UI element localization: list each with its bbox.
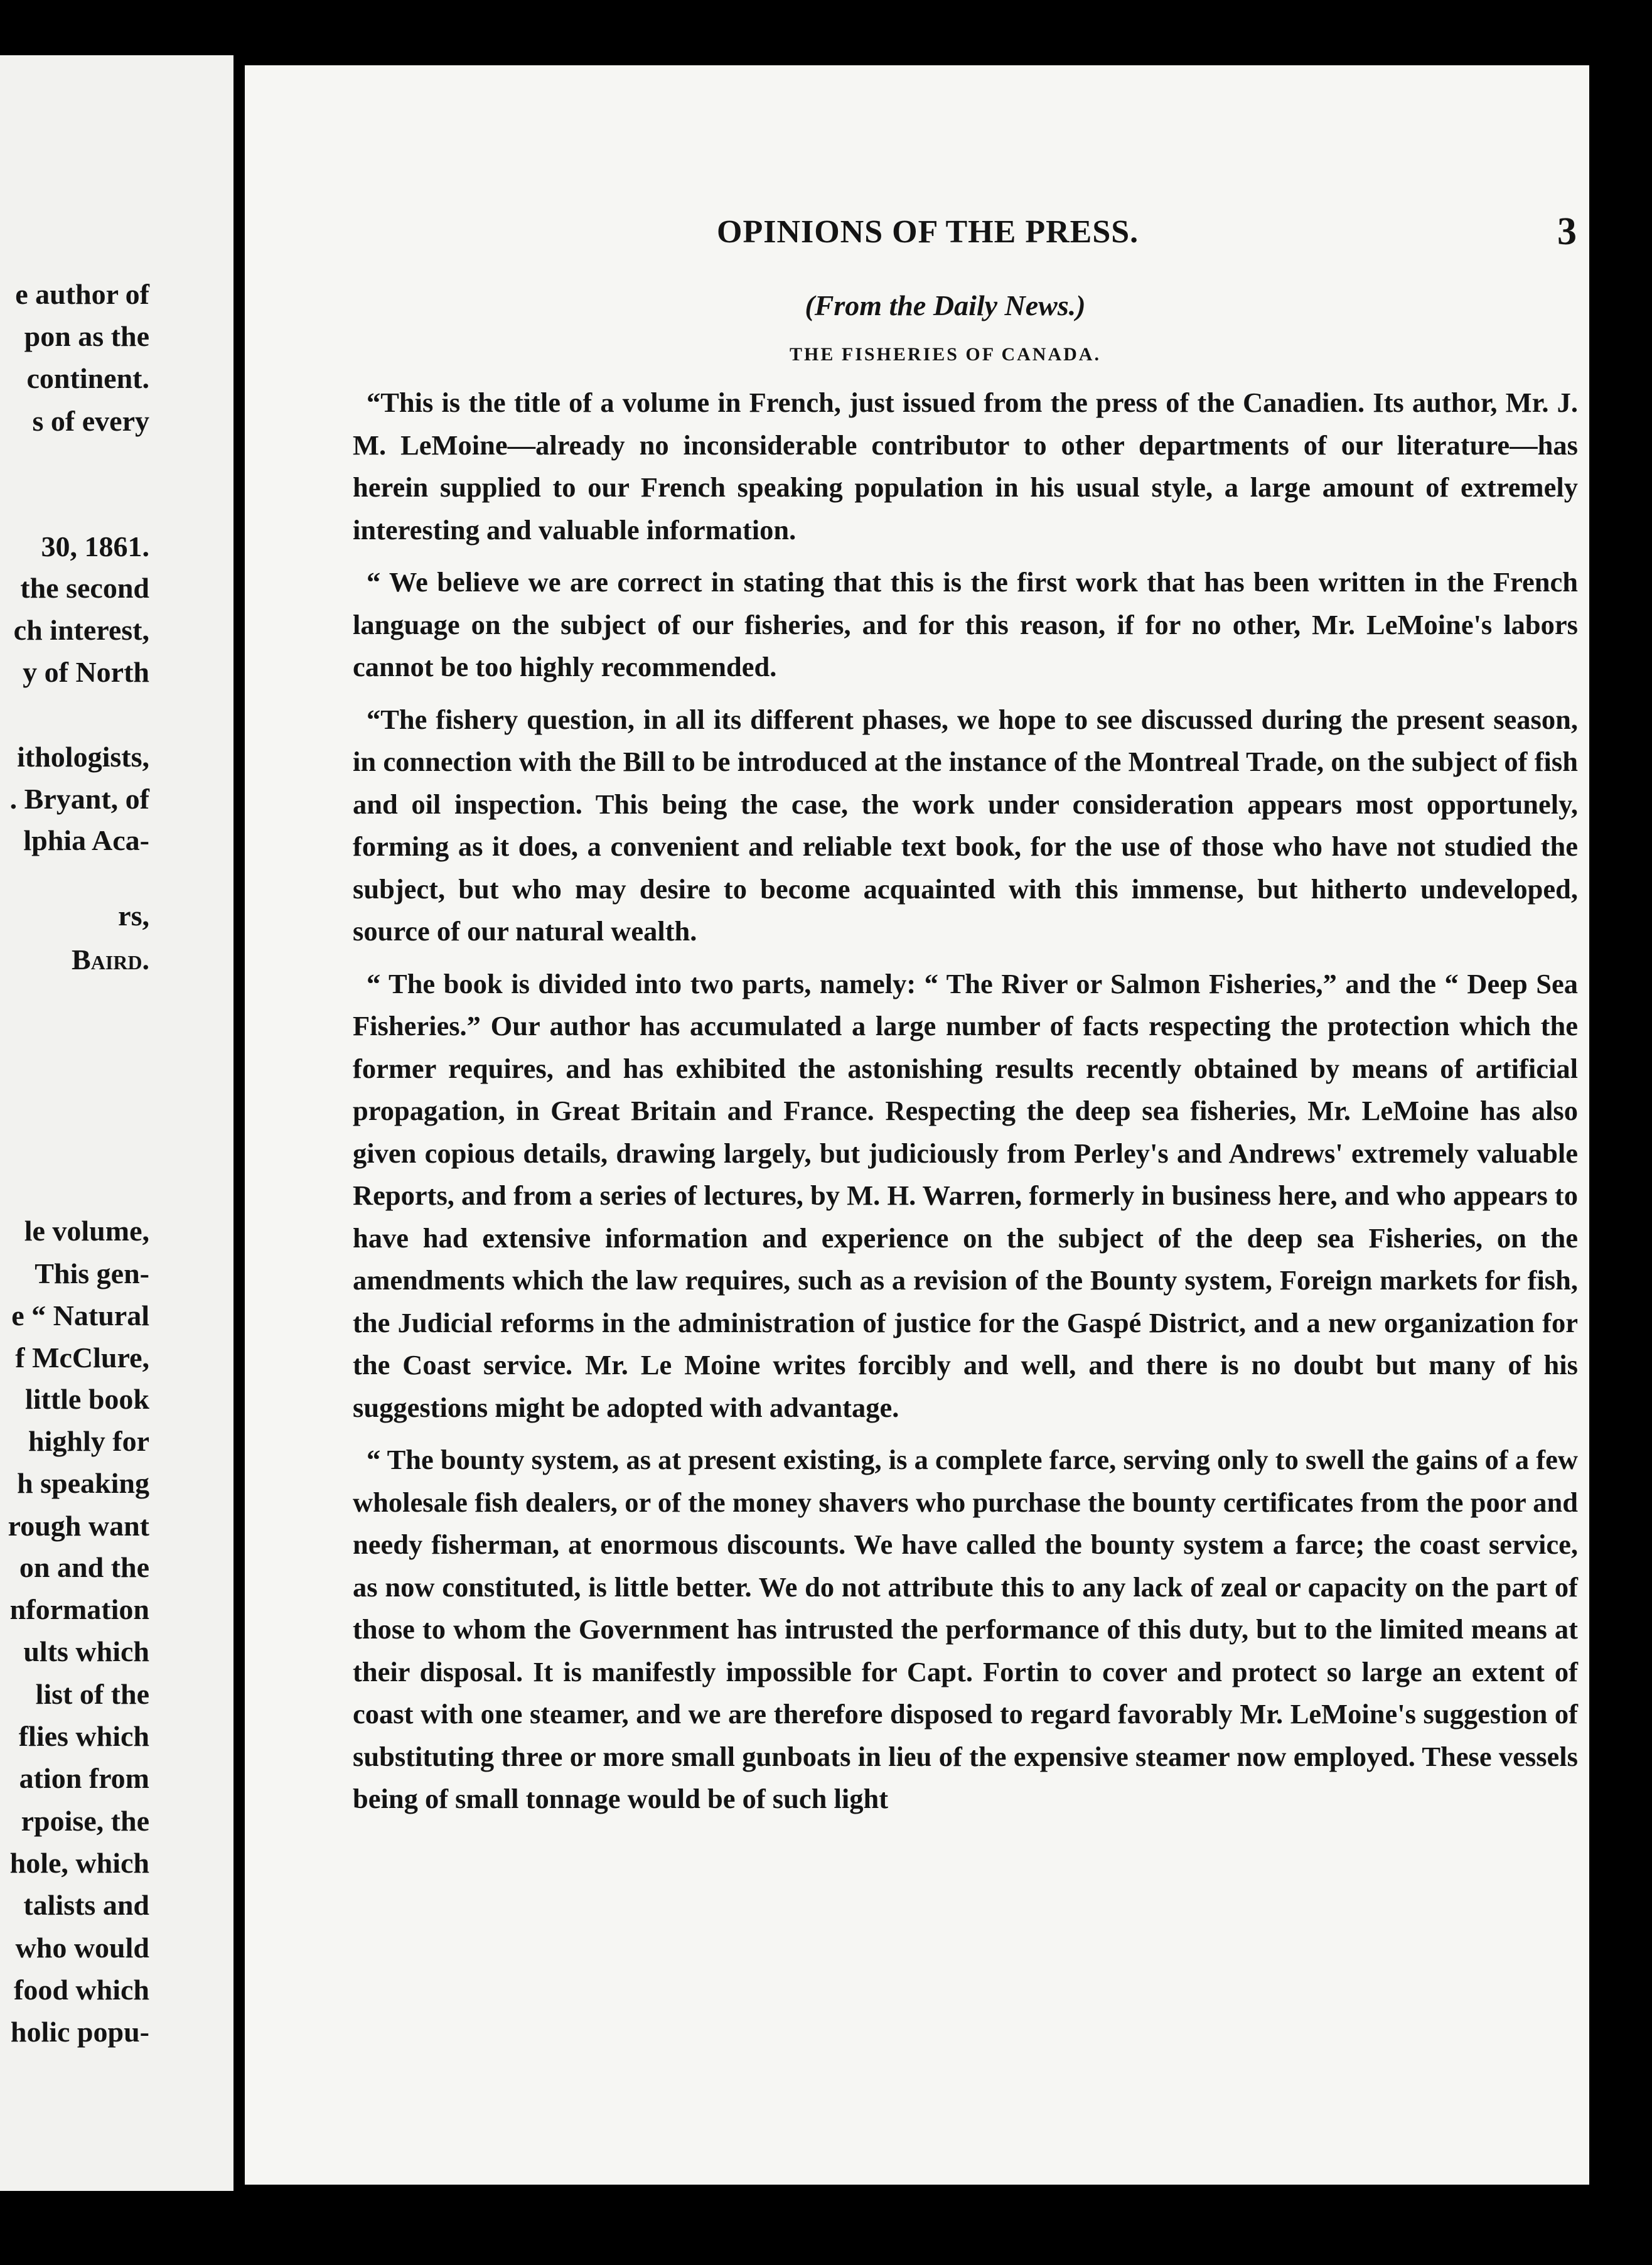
article-body	[353, 382, 1578, 1831]
left-page-line: pon as the	[24, 320, 149, 352]
left-page-line: ults which	[23, 1635, 149, 1667]
paragraph: “This is the title of a volume in French, just issued from the press of the Canadien. Its author, Mr. J. M. LeMoine—already no inconsiderable contributor to other departments of our literature—has herein supplied to our French speaking population in his usual style, a large amount of extremely interesting and valuable information.	[353, 387, 1578, 546]
main-page	[245, 65, 1589, 2185]
left-page-line: y of North	[23, 656, 149, 688]
left-page-line: highly for	[28, 1425, 149, 1457]
left-page-line: e author of	[15, 278, 149, 310]
left-page-line: hole, which	[9, 1847, 149, 1879]
left-page-line: list of the	[35, 1678, 149, 1710]
left-page-line: 30, 1861.	[41, 530, 149, 562]
left-page-line: f McClure,	[15, 1342, 149, 1374]
left-page-line: ithologists,	[17, 741, 149, 773]
left-page-line: nformation	[9, 1593, 149, 1625]
left-page-line: lphia Aca-	[23, 824, 149, 856]
left-page-line: s of every	[32, 405, 149, 437]
page-number: 3	[1557, 210, 1577, 253]
left-page-line: ation from	[19, 1762, 149, 1794]
left-page-line: This gen-	[35, 1257, 149, 1289]
left-page-line: who would	[15, 1932, 149, 1964]
left-page-line: continent.	[26, 362, 149, 394]
paragraph: “ The bounty system, as at present existing, is a complete farce, serving only to swell the gains of a few wholesale fish dealers, or of the money shavers who purchase the bounty certificates from the poor and needy fisherman, at enormous discounts. We have called the bounty system a farce; the coast service, as now constituted, is little better. We do not attribute this to any lack of zeal or capacity on the part of those to whom the Government has intrusted the performance of this duty, but to the limited means at their disposal. It is manifestly impossible for Capt. Fortin to cover and protect so large an extent of coast with one steamer, and we are therefore disposed to regard favorably Mr. LeMoine's suggestion of substituting three or more small gunboats in lieu of the expensive steamer now employed. These vessels being of small tonnage would be of such light	[353, 1444, 1578, 1814]
left-page-line: le volume,	[24, 1215, 149, 1247]
left-page-line: the second	[20, 572, 149, 604]
left-page-line: h speaking	[17, 1467, 149, 1499]
paragraph: “ We believe we are correct in stating that this is the first work that has been written in the French language on the subject of our fisheries, and for this reason, if for no other, Mr. LeMoine's labors cannot be too highly recommended.	[353, 566, 1578, 682]
article-title: THE FISHERIES OF CANADA.	[790, 344, 1101, 365]
left-page-line: holic popu-	[10, 2016, 149, 2048]
paragraph: “ The book is divided into two parts, namely: “ The River or Salmon Fisheries,” and the “ Deep Sea Fisheries.” Our author has accumulated a large number of facts respecting the protection which the former requires, and has exhibited the astonishing results recently obtained by means of artificial propagation, in Great Britain and France. Respecting the deep sea fisheries, Mr. LeMoine has also given copious details, drawing largely, but judiciously from Perley's and Andrews' extremely valuable Reports, and from a series of lectures, by M. H. Warren, formerly in business here, and who appears to have had extensive information and experience on the subject of the deep sea Fisheries, on the amendments which the law requires, such as a revision of the Bounty system, Foreign markets for fish, the Judicial reforms in the administration of justice for the Gaspé District, and a new organization for the Coast service. Mr. Le Moine writes forcibly and well, and there is no doubt but many of his suggestions might be adopted with advantage.	[353, 967, 1578, 1423]
left-page-line: flies which	[18, 1720, 149, 1752]
left-page-signature: Baird.	[72, 944, 149, 976]
left-page-line: rough want	[8, 1510, 149, 1542]
left-page-line: rpoise, the	[21, 1805, 149, 1837]
left-page-line: little book	[24, 1383, 149, 1415]
left-page-line: on and the	[19, 1551, 149, 1583]
left-page-line: ch interest,	[13, 614, 149, 646]
left-page-line: rs,	[118, 900, 149, 932]
left-page-line: food which	[14, 1974, 149, 2006]
left-page-line: talists and	[23, 1889, 149, 1921]
paragraph: “The fishery question, in all its different phases, we hope to see discussed during the present season, in connection with the Bill to be introduced at the instance of the Montreal Trade, on the subject of fish and oil inspection. This being the case, the work under consideration appears most opportunely, forming as it does, a convenient and reliable text book, for the use of those who have not studied the subject, but who may desire to become acquainted with this immense, but hitherto undeveloped, source of our natural wealth.	[353, 703, 1578, 947]
article-source: (From the Daily News.)	[805, 289, 1086, 321]
running-title: OPINIONS OF THE PRESS.	[717, 214, 1139, 250]
left-page-line: . Bryant, of	[9, 783, 149, 815]
left-page-fragment	[0, 55, 233, 2191]
left-page-line: e “ Natural	[11, 1299, 149, 1332]
running-head	[245, 210, 1589, 264]
